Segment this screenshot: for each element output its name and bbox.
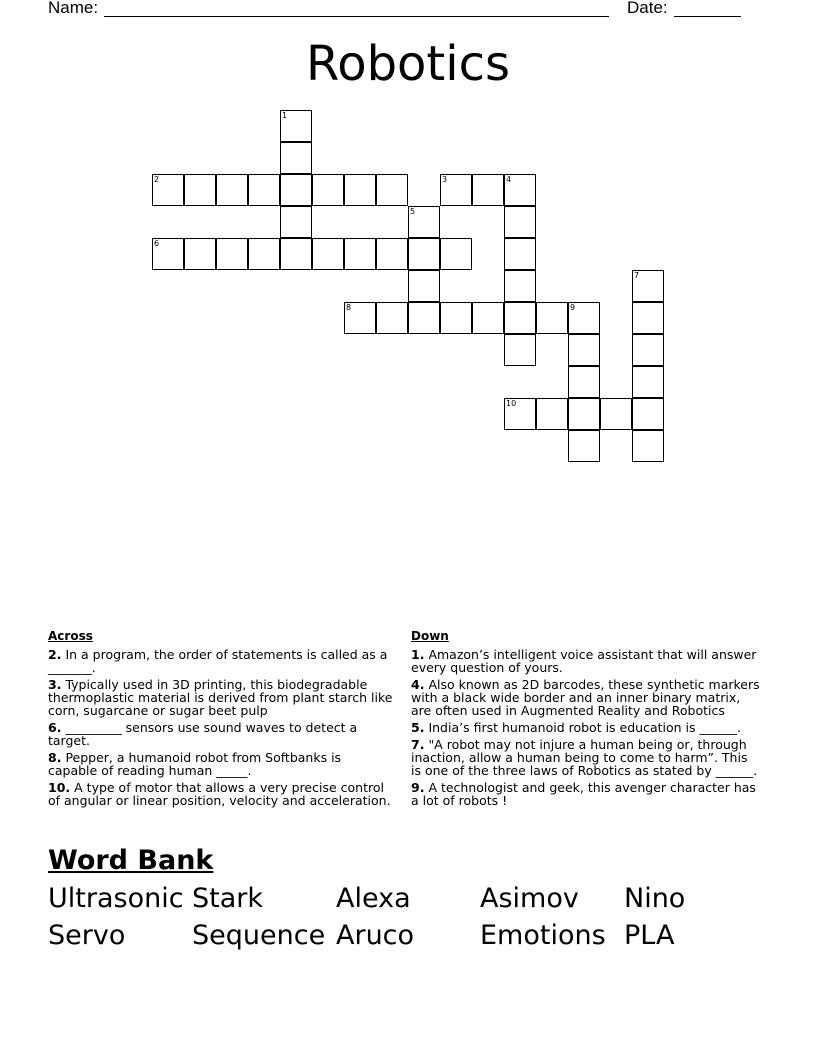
crossword-cell[interactable] bbox=[280, 206, 312, 238]
clue-text: "A robot may not injure a human being or, through inaction, allow a human being to come to harm”. This is one of the three laws of Robotics as stated by ______. bbox=[411, 737, 758, 778]
clue-across-8 bbox=[48, 751, 394, 777]
clue-number: 5. bbox=[411, 720, 425, 735]
clue-down-7 bbox=[411, 738, 761, 777]
crossword-cell[interactable] bbox=[472, 174, 504, 206]
crossword-cell[interactable] bbox=[632, 334, 664, 366]
clue-text: A type of motor that allows a very precise control of angular or linear position, velocity and acceleration. bbox=[48, 780, 391, 808]
clue-text: A technologist and geek, this avenger character has a lot of robots ! bbox=[411, 780, 756, 808]
crossword-cell[interactable] bbox=[568, 302, 600, 334]
crossword-cell[interactable] bbox=[568, 334, 600, 366]
clue-number: 1. bbox=[411, 647, 425, 662]
crossword-cell[interactable] bbox=[632, 430, 664, 462]
clue-text: Typically used in 3D printing, this biodegradable thermoplastic material is derived from plant starch like corn, sugarcane or sugar beet pulp bbox=[48, 677, 393, 718]
cell-number: 2 bbox=[154, 175, 160, 184]
crossword-cell[interactable] bbox=[408, 302, 440, 334]
cell-number: 8 bbox=[346, 303, 352, 312]
clue-across-2 bbox=[48, 648, 394, 674]
clue-number: 9. bbox=[411, 780, 425, 795]
crossword-cell[interactable] bbox=[280, 110, 312, 142]
crossword-cell[interactable] bbox=[280, 238, 312, 270]
crossword-cell[interactable] bbox=[440, 302, 472, 334]
crossword-cell[interactable] bbox=[344, 174, 376, 206]
crossword-cell[interactable] bbox=[632, 302, 664, 334]
crossword-cell[interactable] bbox=[280, 174, 312, 206]
crossword-cell[interactable] bbox=[504, 334, 536, 366]
crossword-cell[interactable] bbox=[568, 366, 600, 398]
crossword-cell[interactable] bbox=[344, 238, 376, 270]
clue-number: 7. bbox=[411, 737, 425, 752]
crossword-cell[interactable] bbox=[632, 398, 664, 430]
cell-number: 10 bbox=[506, 399, 517, 408]
down-clues bbox=[411, 629, 761, 811]
clue-text: Amazon’s intelligent voice assistant that will answer every question of yours. bbox=[411, 647, 757, 675]
across-clues bbox=[48, 629, 394, 811]
crossword-cell[interactable] bbox=[440, 174, 472, 206]
cell-number: 3 bbox=[442, 175, 448, 184]
clue-text: India’s first humanoid robot is education is ______. bbox=[428, 720, 741, 735]
clue-number: 4. bbox=[411, 677, 425, 692]
clue-down-9 bbox=[411, 781, 761, 807]
crossword-cell[interactable] bbox=[216, 174, 248, 206]
down-heading: Down bbox=[411, 629, 449, 643]
crossword-cell[interactable] bbox=[536, 398, 568, 430]
clue-text: Pepper, a humanoid robot from Softbanks is capable of reading human _____. bbox=[48, 750, 342, 778]
word-bank-word: Emotions bbox=[480, 920, 606, 951]
crossword-cell[interactable] bbox=[184, 238, 216, 270]
crossword-cell[interactable] bbox=[184, 174, 216, 206]
crossword-cell[interactable] bbox=[472, 302, 504, 334]
crossword-cell[interactable] bbox=[376, 174, 408, 206]
crossword-cell[interactable] bbox=[504, 238, 536, 270]
clue-number: 10. bbox=[48, 780, 71, 795]
crossword-cell[interactable] bbox=[504, 206, 536, 238]
crossword-cell[interactable] bbox=[376, 238, 408, 270]
crossword-cell[interactable] bbox=[312, 174, 344, 206]
date-label: Date: bbox=[627, 0, 668, 17]
crossword-cell[interactable] bbox=[536, 302, 568, 334]
word-bank-word: Asimov bbox=[480, 883, 579, 914]
word-bank-word: Stark bbox=[192, 883, 264, 914]
crossword-cell[interactable] bbox=[152, 174, 184, 206]
clue-number: 6. bbox=[48, 720, 62, 735]
puzzle-title: Robotics bbox=[306, 36, 510, 92]
clue-number: 3. bbox=[48, 677, 62, 692]
crossword-grid bbox=[0, 0, 816, 480]
word-bank-word: Aruco bbox=[336, 920, 415, 951]
word-bank-title: Word Bank bbox=[48, 845, 214, 876]
cell-number: 5 bbox=[410, 207, 416, 216]
crossword-cell[interactable] bbox=[504, 174, 536, 206]
crossword-cell[interactable] bbox=[408, 270, 440, 302]
cell-number: 1 bbox=[282, 111, 288, 120]
cell-number: 7 bbox=[634, 271, 640, 280]
crossword-cell[interactable] bbox=[248, 174, 280, 206]
crossword-cell[interactable] bbox=[312, 238, 344, 270]
word-bank-word: PLA bbox=[624, 920, 675, 951]
across-heading: Across bbox=[48, 629, 93, 643]
clue-text: In a program, the order of statements is called as a _______. bbox=[48, 647, 388, 675]
word-bank-word: Nino bbox=[624, 883, 686, 914]
crossword-cell[interactable] bbox=[152, 238, 184, 270]
crossword-cell[interactable] bbox=[440, 238, 472, 270]
cell-number: 6 bbox=[154, 239, 160, 248]
word-bank-word: Alexa bbox=[336, 883, 411, 914]
clue-down-4 bbox=[411, 678, 761, 717]
crossword-cell[interactable] bbox=[504, 302, 536, 334]
name-label: Name: bbox=[48, 0, 99, 17]
clue-number: 8. bbox=[48, 750, 62, 765]
crossword-cell[interactable] bbox=[632, 270, 664, 302]
clue-down-1 bbox=[411, 648, 761, 674]
clue-number: 2. bbox=[48, 647, 62, 662]
clue-down-5 bbox=[411, 721, 761, 734]
crossword-cell[interactable] bbox=[344, 302, 376, 334]
crossword-cell[interactable] bbox=[568, 430, 600, 462]
word-bank-word: Ultrasonic bbox=[48, 883, 184, 914]
clue-across-10 bbox=[48, 781, 394, 807]
word-bank-word: Servo bbox=[48, 920, 126, 951]
crossword-cell[interactable] bbox=[408, 206, 440, 238]
clue-across-3 bbox=[48, 678, 394, 717]
clue-text: Also known as 2D barcodes, these synthetic markers with a black wide border and an inner binary matrix, are often used in Augmented Reality and Robotics bbox=[411, 677, 760, 718]
crossword-cell[interactable] bbox=[408, 238, 440, 270]
clue-text: _________ sensors use sound waves to detect a target. bbox=[48, 720, 358, 748]
cell-number: 9 bbox=[570, 303, 576, 312]
crossword-cell[interactable] bbox=[568, 398, 600, 430]
crossword-cell[interactable] bbox=[376, 302, 408, 334]
crossword-cell[interactable] bbox=[248, 238, 280, 270]
crossword-cell[interactable] bbox=[600, 398, 632, 430]
word-bank-word: Sequence bbox=[192, 920, 326, 951]
crossword-cell[interactable] bbox=[504, 398, 536, 430]
crossword-cell[interactable] bbox=[216, 238, 248, 270]
clue-across-6 bbox=[48, 721, 394, 747]
cell-number: 4 bbox=[506, 175, 512, 184]
crossword-cell[interactable] bbox=[632, 366, 664, 398]
crossword-cell[interactable] bbox=[504, 270, 536, 302]
crossword-cell[interactable] bbox=[280, 142, 312, 174]
